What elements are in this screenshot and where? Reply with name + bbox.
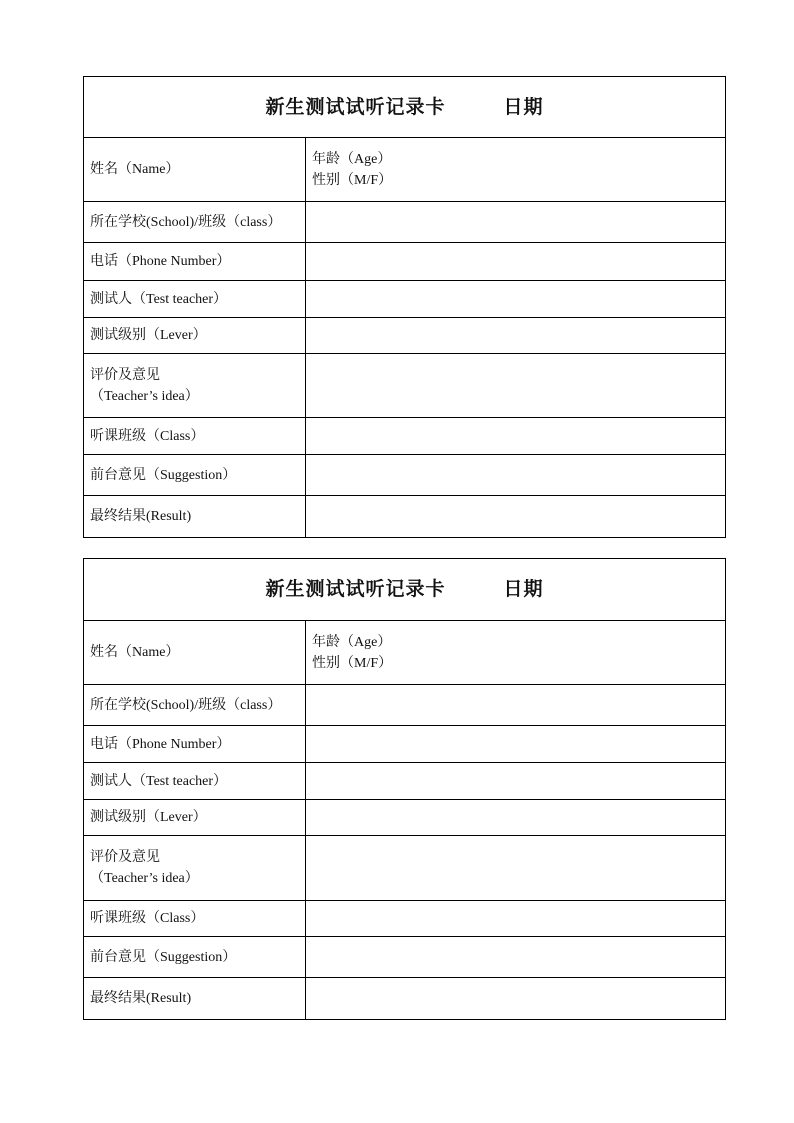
test-teacher-field[interactable] [306,763,726,800]
result-field[interactable] [306,978,726,1020]
phone-label: 电话（Phone Number） [84,243,306,281]
phone-field[interactable] [306,726,726,763]
record-card-2 [83,558,726,1020]
evaluation-label [84,354,306,418]
gender-label: 性别（M/F） [312,172,393,188]
result-label: 最终结果(Result) [84,496,306,538]
result-label: 最终结果(Result) [84,978,306,1020]
age-gender-field[interactable] [306,621,726,685]
evaluation-field[interactable] [306,354,726,418]
evaluation-label-line1: 评价及意见 [90,367,160,383]
evaluation-label-line1: 评价及意见 [90,850,160,865]
name-label: 姓名（Name） [84,621,306,685]
phone-field[interactable] [306,243,726,281]
school-label: 所在学校(School)/班级（class） [84,685,306,726]
phone-label: 电话（Phone Number） [84,726,306,763]
card-title: 新生测试试听记录卡 [265,579,446,600]
suggestion-field[interactable] [306,937,726,978]
date-label: 日期 [503,96,544,118]
level-label: 测试级别（Lever） [84,800,306,836]
class-field[interactable] [306,418,726,455]
level-field[interactable] [306,800,726,836]
class-label: 听课班级（Class） [84,418,306,455]
class-label: 听课班级（Class） [84,901,306,937]
age-gender-field[interactable] [306,138,726,202]
level-label: 测试级别（Lever） [84,318,306,354]
school-label: 所在学校(School)/班级（class） [84,202,306,243]
date-label: 日期 [503,579,544,600]
gender-label: 性别（M/F） [312,655,393,671]
suggestion-label: 前台意见（Suggestion） [84,455,306,496]
evaluation-field[interactable] [306,836,726,901]
age-label: 年龄（Age） [312,151,392,167]
card-title-row [84,77,726,138]
card-title: 新生测试试听记录卡 [265,96,446,118]
name-label: 姓名（Name） [84,138,306,202]
suggestion-label: 前台意见（Suggestion） [84,937,306,978]
record-card-1 [83,76,726,538]
class-field[interactable] [306,901,726,937]
evaluation-label-line2: （Teacher’s idea） [90,871,199,886]
school-field[interactable] [306,685,726,726]
test-teacher-label: 测试人（Test teacher） [84,763,306,800]
age-label: 年龄（Age） [312,634,392,650]
school-field[interactable] [306,202,726,243]
suggestion-field[interactable] [306,455,726,496]
evaluation-label-line2: （Teacher’s idea） [90,388,199,404]
evaluation-label [84,836,306,901]
card-title-row [84,559,726,621]
level-field[interactable] [306,318,726,354]
test-teacher-label: 测试人（Test teacher） [84,281,306,318]
result-field[interactable] [306,496,726,538]
test-teacher-field[interactable] [306,281,726,318]
